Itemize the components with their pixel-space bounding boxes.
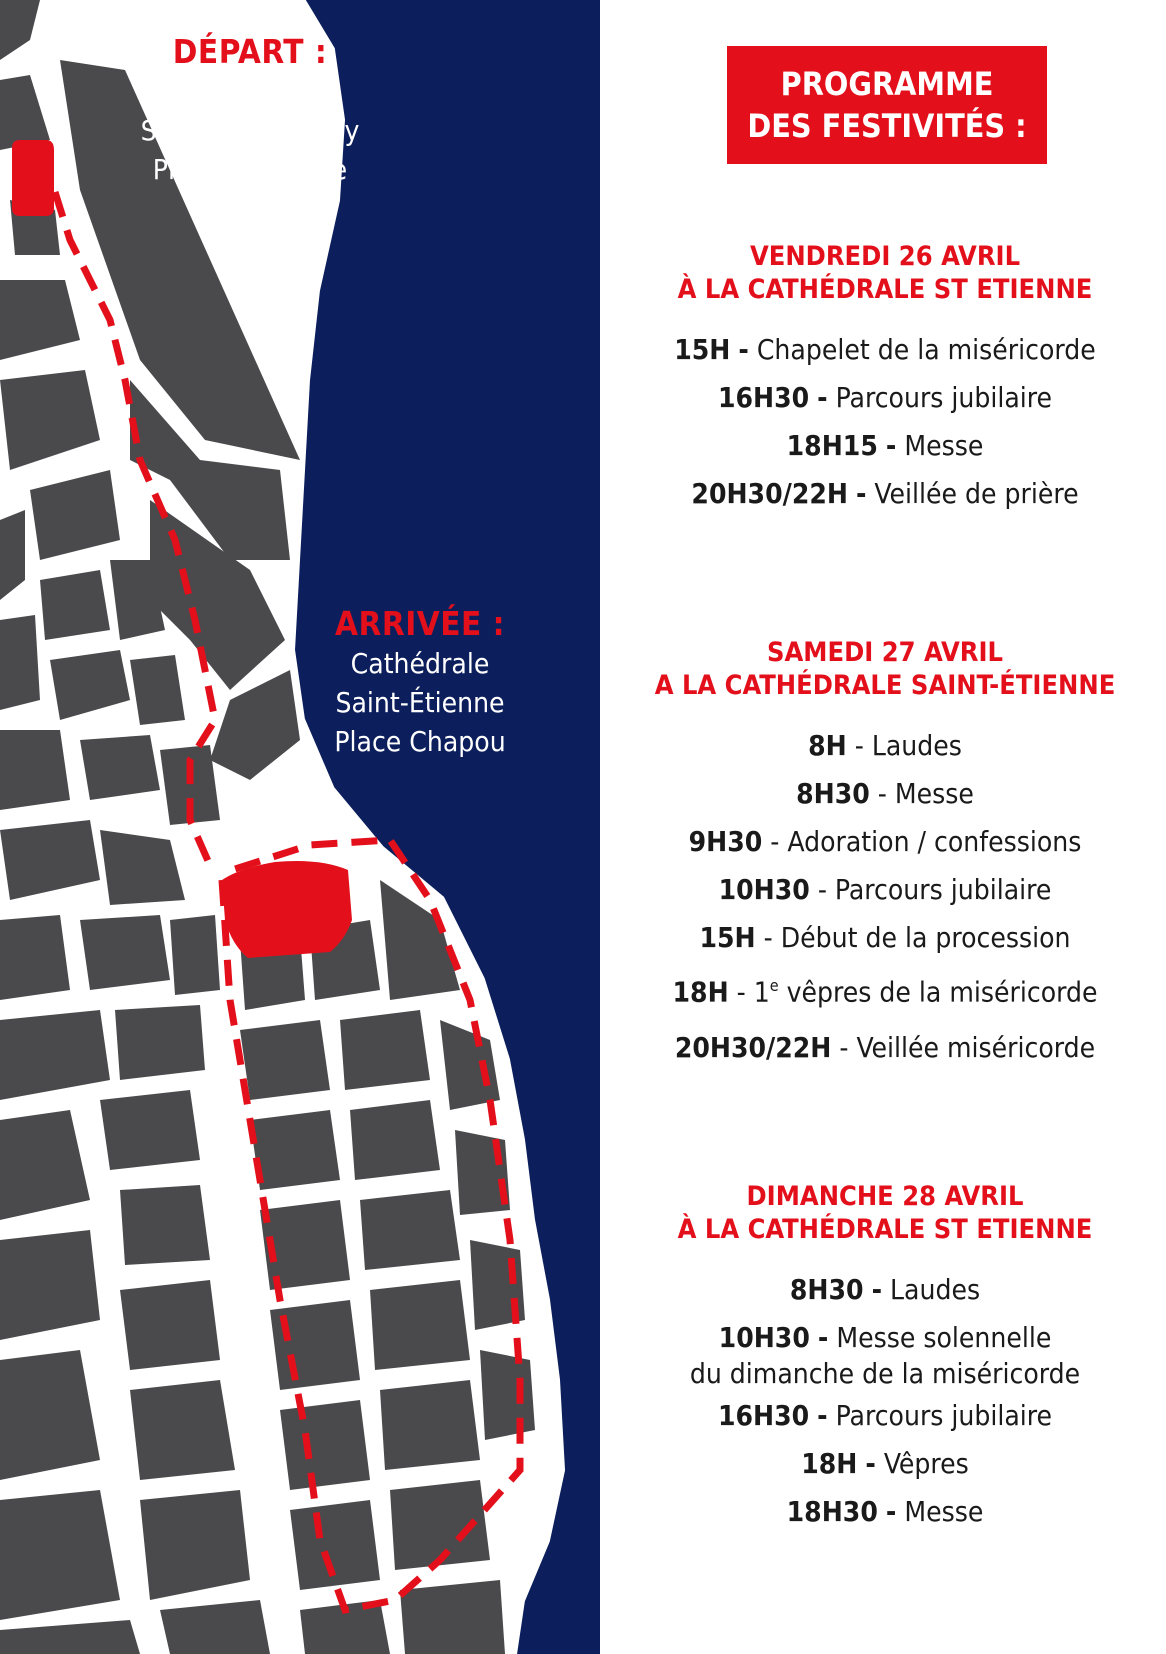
event-list	[615, 722, 1155, 1072]
arrivee-label	[300, 604, 540, 761]
event-time: 20H30/22H	[674, 1031, 832, 1065]
city-block	[290, 1500, 380, 1590]
event-desc: Veillée de prière	[874, 477, 1079, 510]
city-block	[120, 1185, 210, 1265]
event-item: 15H - Chapelet de la miséricorde	[674, 333, 1096, 366]
event-desc: Messe	[894, 777, 974, 810]
event-time: 16H30	[717, 1399, 810, 1432]
city-block	[120, 1280, 220, 1370]
event-desc-superscript: e	[769, 976, 779, 995]
event-time: 16H30	[717, 381, 810, 414]
arrivee-heading: ARRIVÉE :	[335, 604, 505, 643]
city-block	[170, 915, 220, 995]
event-desc: Laudes	[890, 1273, 981, 1306]
event-time: 8H	[808, 729, 847, 762]
day-title	[615, 1180, 1155, 1246]
event-item: 18H - Vêpres	[801, 1447, 969, 1480]
event-list	[615, 1266, 1155, 1536]
day-title-line: À LA CATHÉDRALE ST ETIENNE	[677, 1214, 1093, 1245]
event-item: 8H30 - Laudes	[789, 1273, 981, 1306]
arrivee-line: Saint-Étienne	[335, 686, 505, 719]
arrivee-line: Place Chapou	[334, 725, 506, 758]
event-desc: Parcours jubilaire	[835, 381, 1053, 414]
event-desc: Chapelet de la miséricorde	[756, 333, 1096, 366]
event-desc: Parcours jubilaire	[835, 1399, 1053, 1432]
depart-line: Eglise	[212, 75, 288, 108]
day-section-friday	[615, 240, 1155, 518]
day-title	[615, 636, 1155, 702]
day-title-line: VENDREDI 26 AVRIL	[749, 241, 1021, 272]
event-time: 10H30	[718, 873, 810, 906]
city-block	[270, 1300, 360, 1390]
event-item: 18H - 1e vêpres de la miséricorde	[672, 975, 1098, 1009]
event-time: 18H	[801, 1447, 858, 1480]
programme-title	[727, 46, 1047, 164]
city-block	[280, 1400, 370, 1490]
city-block	[115, 1005, 205, 1080]
event-time: 8H30	[789, 1273, 864, 1306]
city-block	[0, 1490, 120, 1620]
programme-title-line: DES FESTIVITÉS :	[747, 107, 1027, 145]
city-block	[240, 1020, 330, 1100]
event-time: 10H30	[718, 1321, 810, 1354]
city-block	[0, 915, 70, 1000]
event-desc: Vêpres	[883, 1447, 969, 1480]
city-block	[0, 615, 40, 710]
city-block	[480, 1350, 535, 1440]
event-item: 16H30 - Parcours jubilaire	[717, 381, 1053, 414]
event-item: 15H - Début de la procession	[699, 921, 1071, 954]
city-block	[350, 1100, 440, 1180]
city-block	[360, 1190, 460, 1270]
event-time: 9H30	[688, 825, 763, 858]
event-item: 18H30 - Messe	[786, 1495, 984, 1528]
event-desc: Laudes	[871, 729, 962, 762]
city-block	[250, 1110, 340, 1190]
city-block	[80, 915, 170, 990]
start-marker	[12, 140, 54, 216]
city-block	[40, 570, 110, 640]
event-item: 20H30/22H - Veillée miséricorde	[674, 1031, 1096, 1065]
event-time: 8H30	[796, 777, 870, 810]
city-block	[80, 735, 160, 800]
city-block	[370, 1280, 470, 1370]
event-desc: Messe	[904, 1495, 984, 1528]
event-time: 18H30	[786, 1495, 878, 1528]
day-title-line: SAMEDI 27 AVRIL	[767, 637, 1003, 668]
event-desc: Veillée miséricorde	[856, 1031, 1096, 1065]
event-time: 18H	[672, 975, 729, 1009]
event-desc: vêpres de la miséricorde	[786, 975, 1098, 1009]
event-time: 18H15	[786, 429, 878, 462]
day-section-saturday	[615, 636, 1155, 1072]
event-item: 8H - Laudes	[808, 729, 962, 762]
city-block	[130, 1380, 235, 1480]
event-desc: Adoration / confessions	[787, 825, 1082, 858]
day-title-line: À LA CATHÉDRALE ST ETIENNE	[677, 274, 1093, 305]
event-item: 8H30 - Messe	[796, 777, 974, 810]
event-desc: Messe	[904, 429, 984, 462]
depart-label	[110, 32, 390, 189]
event-time: 20H30/22H	[691, 477, 848, 510]
depart-heading: DÉPART :	[172, 32, 328, 71]
event-item: 10H30 - Parcours jubilaire	[718, 873, 1052, 906]
day-section-sunday	[615, 1180, 1155, 1536]
day-title	[615, 240, 1155, 306]
event-item: 10H30 - Messe solennelle du dimanche de la miséricorde	[615, 1314, 1155, 1392]
event-time: 15H	[674, 333, 731, 366]
depart-line: Saint-Barthélémy	[140, 114, 360, 147]
event-desc: Parcours jubilaire	[834, 873, 1052, 906]
event-desc: Messe solennelle	[836, 1321, 1052, 1354]
city-block	[340, 1010, 430, 1090]
event-desc-line2: du dimanche de la miséricorde	[689, 1357, 1081, 1390]
day-title-line: DIMANCHE 28 AVRIL	[746, 1181, 1024, 1212]
depart-line: Place Lafayette	[152, 153, 348, 186]
event-item: 16H30 - Parcours jubilaire	[717, 1399, 1053, 1432]
programme-title-line: PROGRAMME	[780, 65, 994, 103]
event-desc-prefix: 1	[753, 975, 770, 1009]
event-item: 9H30 - Adoration / confessions	[688, 825, 1082, 858]
city-block	[400, 1580, 505, 1654]
event-item: 20H30/22H - Veillée de prière	[691, 477, 1079, 510]
event-list	[615, 326, 1155, 518]
event-time: 15H	[699, 921, 756, 954]
arrivee-line: Cathédrale	[350, 647, 490, 680]
day-title-line: A LA CATHÉDRALE SAINT-ÉTIENNE	[654, 670, 1116, 701]
city-block	[100, 1090, 200, 1170]
event-desc: Début de la procession	[780, 921, 1071, 954]
event-item: 18H15 - Messe	[786, 429, 984, 462]
city-block	[380, 1380, 480, 1470]
end-marker	[222, 861, 352, 958]
city-block	[0, 730, 70, 810]
